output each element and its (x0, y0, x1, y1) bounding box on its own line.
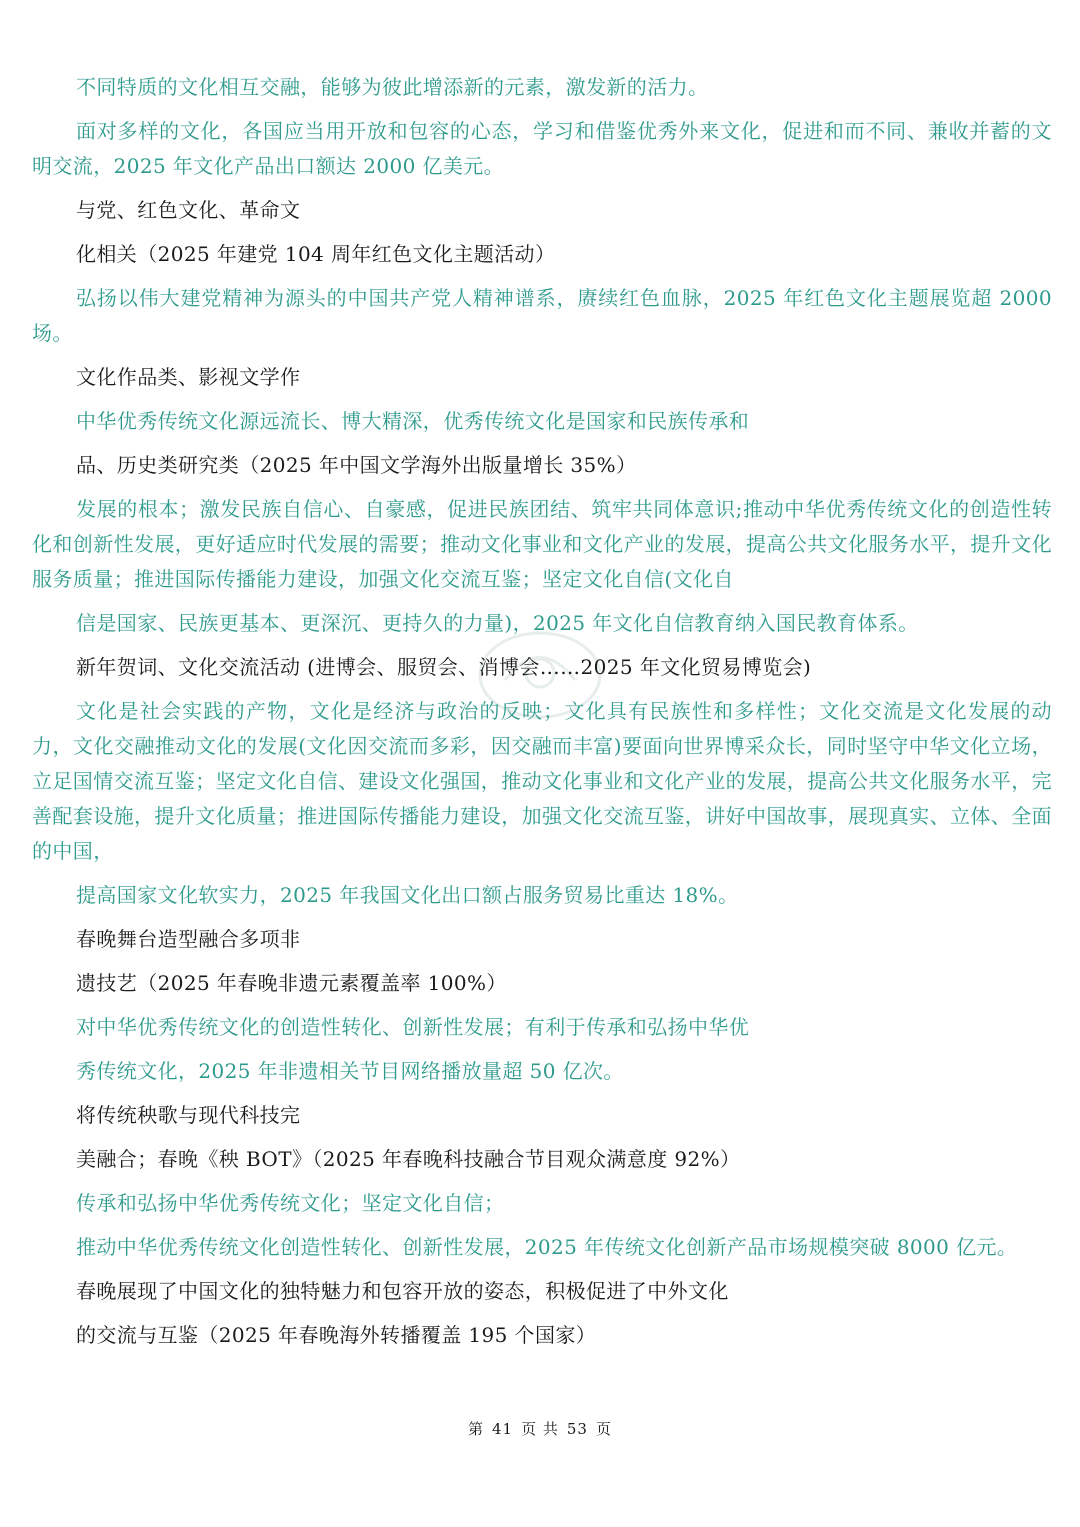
document-body (32, 70, 1052, 1353)
footer-page-number: 41 (492, 1420, 514, 1438)
paragraph: 将传统秧歌与现代科技完 (76, 1103, 301, 1127)
paragraph: 发展的根本；激发民族自信心、自豪感，促进民族团结、筑牢共同体意识;推动中华优秀传统文化的创造性转化和创新性发展，更好适应时代发展的需要；推动文化事业和文化产业的发展，提高公共文化服务水平，提升文化服务质量；推进国际传播能力建设，加强文化交流互鉴；坚定文化自信(文化自 (32, 497, 1052, 591)
paragraph: 不同特质的文化相互交融，能够为彼此增添新的元素，激发新的活力。 (76, 75, 709, 99)
paragraph: 信是国家、民族更基本、更深沉、更持久的力量)，2025 年文化自信教育纳入国民教育体系。 (76, 611, 919, 635)
footer-prefix: 第 (468, 1420, 485, 1438)
paragraph: 化相关（2025 年建党 104 周年红色文化主题活动） (76, 242, 556, 266)
footer-suffix: 页 (595, 1420, 612, 1438)
paragraph: 传承和弘扬中华优秀传统文化；坚定文化自信； (76, 1191, 505, 1215)
paragraph: 春晚展现了中国文化的独特魅力和包容开放的姿态，积极促进了中外文化 (76, 1279, 729, 1303)
footer-middle: 页 共 (521, 1420, 559, 1438)
paragraph: 推动中华优秀传统文化创造性转化、创新性发展，2025 年传统文化创新产品市场规模突破 8000 亿元。 (76, 1235, 1018, 1259)
paragraph: 面对多样的文化，各国应当用开放和包容的心态，学习和借鉴优秀外来文化，促进和而不同、兼收并蓄的文明交流，2025 年文化产品出口额达 2000 亿美元。 (32, 119, 1052, 178)
paragraph: 文化作品类、影视文学作 (76, 365, 301, 389)
paragraph: 的交流与互鉴（2025 年春晚海外转播覆盖 195 个国家） (76, 1323, 597, 1347)
paragraph: 文化是社会实践的产物，文化是经济与政治的反映；文化具有民族性和多样性；文化交流是文化发展的动力，文化交融推动文化的发展(文化因交流而多彩，因交融而丰富)要面向世界博采众长，同时坚守中华文化立场，立足国情交流互鉴；坚定文化自信、建设文化强国，推动文化事业和文化产业的发展，提高公共文化服务水平，完善配套设施，提升文化质量；推进国际传播能力建设，加强文化交流互鉴，讲好中国故事，展现真实、立体、全面的中国， (32, 699, 1052, 863)
paragraph: 提高国家文化软实力，2025 年我国文化出口额占服务贸易比重达 18%。 (76, 883, 739, 907)
paragraph: 遗技艺（2025 年春晚非遗元素覆盖率 100%） (76, 971, 507, 995)
paragraph: 美融合；春晚《秧 BOT》（2025 年春晚科技融合节目观众满意度 92%） (76, 1147, 741, 1171)
paragraph: 春晚舞台造型融合多项非 (76, 927, 301, 951)
footer-total-pages: 53 (566, 1420, 588, 1438)
paragraph: 对中华优秀传统文化的创造性转化、创新性发展；有利于传承和弘扬中华优 (76, 1015, 750, 1039)
paragraph: 弘扬以伟大建党精神为源头的中国共产党人精神谱系，赓续红色血脉，2025 年红色文化主题展览超 2000 场。 (32, 286, 1052, 345)
paragraph: 新年贺词、文化交流活动 (进博会、服贸会、消博会……2025 年文化贸易博览会) (76, 655, 812, 679)
paragraph: 秀传统文化，2025 年非遗相关节目网络播放量超 50 亿次。 (76, 1059, 624, 1083)
paragraph: 与党、红色文化、革命文 (76, 198, 301, 222)
page-footer (0, 1418, 1080, 1439)
paragraph: 中华优秀传统文化源远流长、博大精深，优秀传统文化是国家和民族传承和 (76, 409, 750, 433)
paragraph: 品、历史类研究类（2025 年中国文学海外出版量增长 35%） (76, 453, 637, 477)
